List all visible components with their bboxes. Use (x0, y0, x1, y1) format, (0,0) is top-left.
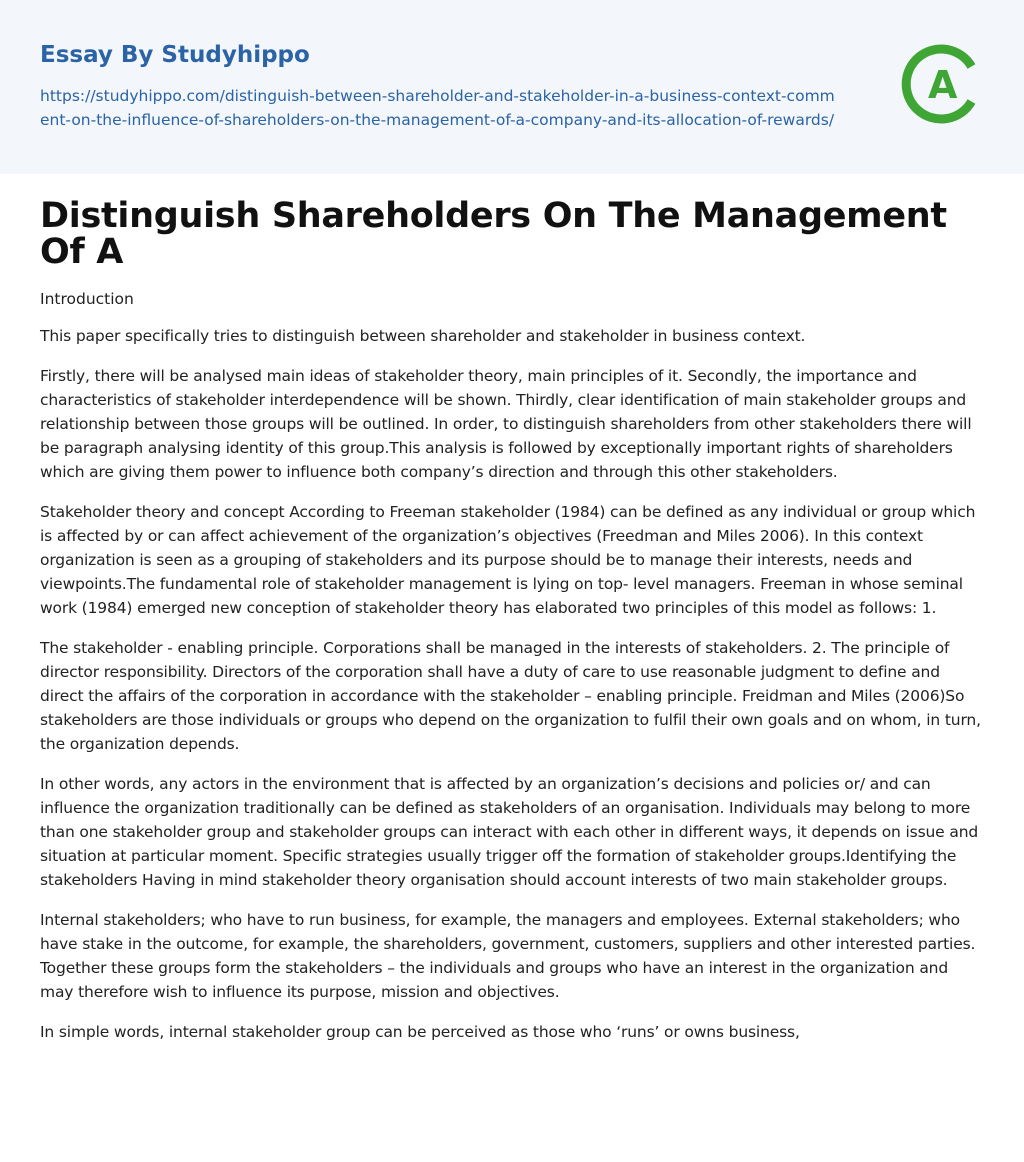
essay-paragraph: The stakeholder - enabling principle. Corporations shall be managed in the interests of stakeholders. 2. The principle of director responsibility. Directors of the corporation shall have a duty of care to use reasonable judgment to define and direct the affairs of the corporation in accordance with the stakeholder – enabling principle. Freidman and Miles (2006)So stakeholders are those individuals or groups who depend on the organization to fulfil their own goals and on whom, in turn, the organization depends. (40, 639, 981, 753)
essay-paragraph: In other words, any actors in the environment that is affected by an organization’s decisions and policies or/ and can influence the organization traditionally can be defined as stakeholders of an organisation. Individuals may belong to more than one stakeholder group and stakeholder groups can interact with each other in different ways, it depends on issue and situation at particular moment. Specific strategies usually trigger off the formation of stakeholder groups.Identifying the stakeholders Having in mind stakeholder theory organisation should account interests of two main stakeholder groups. (40, 775, 979, 889)
essay-paragraph: Internal stakeholders; who have to run business, for example, the managers and employees. External stakeholders; who have stake in the outcome, for example, the shareholders, government, customers, suppliers and other interested parties. Together these groups form the stakeholders – the individuals and groups who have an interest in the organization and may therefore wish to influence its purpose, mission and objectives. (40, 911, 976, 1001)
studyhippo-logo-icon[interactable] (901, 42, 985, 126)
essay-paragraph: This paper specifically tries to distinguish between shareholder and stakeholder in business context. (40, 327, 806, 345)
essay-paragraph: Stakeholder theory and concept According to Freeman stakeholder (1984) can be defined as any individual or group which is affected by or can affect achievement of the organization’s objectives (Freedman and Miles 2006). In this context organization is seen as a grouping of stakeholders and its purpose should be to manage their interests, needs and viewpoints.The fundamental role of stakeholder management is lying on top- level managers. Freeman in whose seminal work (1984) emerged new conception of stakeholder theory has elaborated two principles of this model as follows: 1. (40, 503, 976, 617)
essay-title: Distinguish Shareholders On The Management Of A (40, 196, 947, 272)
essay-paragraph: In simple words, internal stakeholder group can be perceived as those who ‘runs’ or owns business, (40, 1023, 800, 1041)
essay-header (0, 0, 1024, 174)
logo-letter: A (928, 63, 958, 107)
essay-content (0, 174, 1024, 1044)
essay-paragraph: Firstly, there will be analysed main ideas of stakeholder theory, main principles of it. Secondly, the importance and characteristics of stakeholder interdependence will be shown. Thirdly, clear identification of main stakeholder groups and relationship between those groups will be outlined. In order, to distinguish shareholders from other stakeholders there will be paragraph analysing identity of this group.This analysis is followed by exceptionally important rights of shareholders which are giving them power to influence both company’s direction and through this other stakeholders. (40, 367, 972, 481)
site-brand: Essay By Studyhippo (40, 42, 310, 68)
source-url-link[interactable]: https://studyhippo.com/distinguish-between-shareholder-and-stakeholder-in-a-business-context-comment-on-the-influence-of-shareholders-on-the-management-of-a-company-and-its-allocation-of-rewards/ (40, 87, 835, 129)
section-label: Introduction (40, 290, 134, 308)
